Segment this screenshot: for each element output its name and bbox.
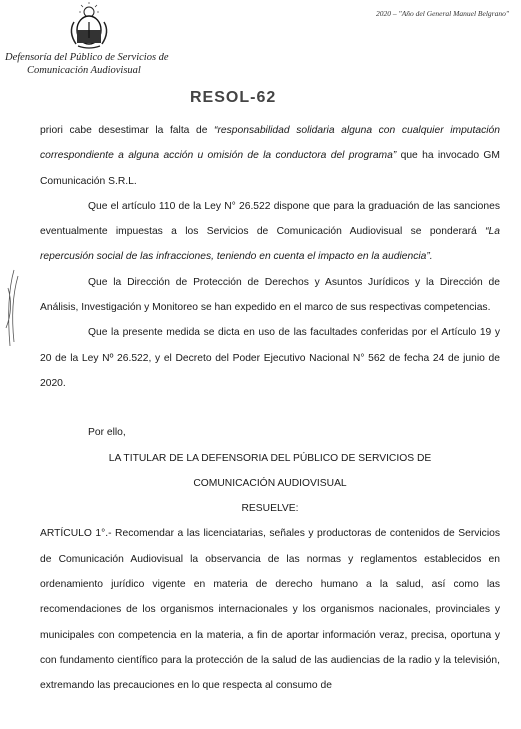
- resolution-body: [40, 118, 500, 699]
- year-motto: 2020 – "Año del General Manuel Belgrano": [376, 9, 509, 18]
- paragraph-2: Que el artículo 110 de la Ley N° 26.522 dispone que para la graduación de las sanciones eventualmente impuestas a los Servicios de Comunicación Audiovisual se ponderará “La repercusión social de las infracciones, teniendo en cuenta el impacto en la audiencia”.: [40, 200, 500, 263]
- margin-signature-mark: [0, 268, 22, 348]
- titular-line-2: COMUNICACIÓN AUDIOVISUAL: [193, 477, 347, 489]
- paragraph-3: Que la Dirección de Protección de Derechos y Asuntos Jurídicos y la Dirección de Análisis, Investigación y Monitoreo se han expedido en el marco de sus respectivas competencias.: [40, 276, 500, 314]
- national-coat-of-arms-icon: [64, 2, 114, 50]
- resuelve-heading: RESUELVE:: [241, 503, 299, 515]
- articulo-1: ARTÍCULO 1°.- Recomendar a las licenciatarias, señales y productoras de contenidos de Servicios de Comunicación Audiovisual la observancia de las normas y reglamentos establecidos en ordenamiento jurídico vigente en materia de derecho humano a la salud, así como las recomendaciones de los organismos internacionales y los organismos nacionales, provinciales y municipales con competencia en la materia, a fin de aportar información veraz, precisa, oportuna y con fundamento científico para la protección de la salud de las audiencias de la radio y la televisión, extremando las precauciones en lo que respecta al consumo de: [40, 528, 500, 692]
- organization-name: [5, 51, 185, 77]
- por-ello: Por ello,: [88, 427, 126, 439]
- resolution-stamp: RESOL-62: [190, 89, 277, 106]
- titular-line-1: LA TITULAR DE LA DEFENSORIA DEL PÚBLICO DE SERVICIOS DE: [108, 452, 432, 464]
- paragraph-4: Que la presente medida se dicta en uso de las facultades conferidas por el Artículo 19 y 20 de la Ley Nº 26.522, y el Decreto del Poder Ejecutivo Nacional N° 562 de fecha 24 de junio de 2020.: [40, 327, 500, 389]
- org-line-1: Defensoría del Público de Servicios de: [5, 52, 169, 63]
- paragraph-1: priori cabe desestimar la falta de “responsabilidad solidaria alguna con cualquier imputación correspondiente a alguna acción u omisión de la conductora del programa” que ha invocado GM Comunicación S.R.L.: [40, 125, 501, 187]
- org-line-2: Comunicación Audiovisual: [27, 65, 141, 76]
